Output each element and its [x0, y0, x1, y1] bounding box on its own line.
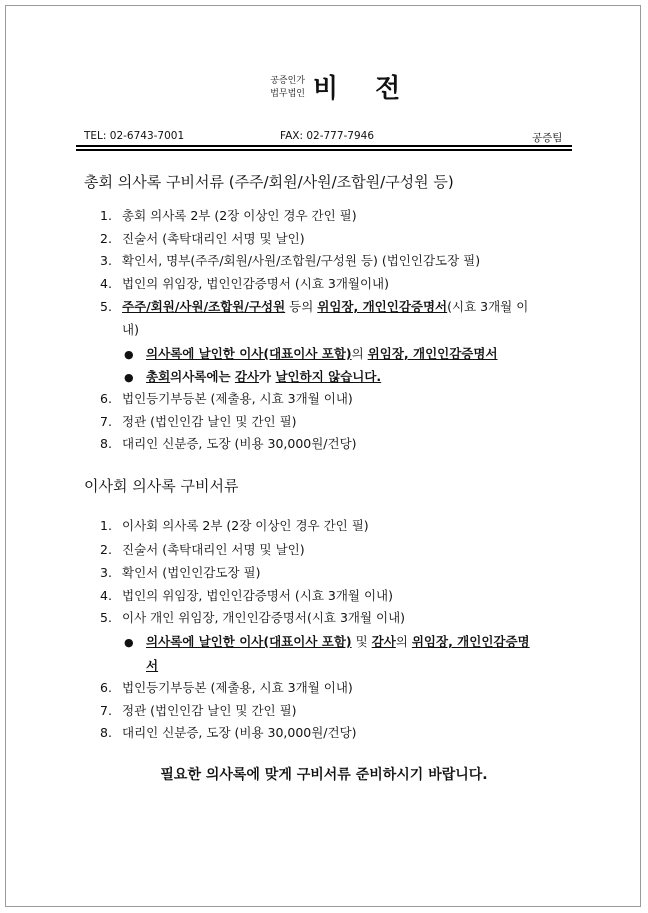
tel-number: TEL: 02-6743-7001: [84, 130, 185, 142]
list-item: 1. 이사회 의사록 2부 (2장 이상인 경우 간인 필): [100, 518, 369, 533]
bullet-icon: ●: [124, 636, 134, 649]
list-item: 2. 진술서 (촉탁대리인 서명 및 날인): [100, 542, 305, 557]
list-item: 6. 법인등기부등본 (제출용, 시효 3개월 이내): [100, 391, 353, 406]
bullet-item: ● 총회의사록에는 감사가 날인하지 않습니다.: [124, 369, 382, 384]
list-item: 5. 주주/회원/사원/조합원/구성원 등의 위임장, 개인인감증명서(시효 3개월 이: [100, 299, 529, 314]
section1-title: 총회 의사록 구비서류 (주주/회원/사원/조합원/구성원 등): [84, 173, 454, 191]
logo-name: 비 전: [313, 74, 415, 104]
list-item: 6. 법인등기부등본 (제출용, 시효 3개월 이내): [100, 680, 353, 695]
list-item: 8. 대리인 신분증, 도장 (비용 30,000원/건당): [100, 725, 357, 740]
bullet-icon: ●: [124, 371, 134, 384]
bullet-item: ● 의사록에 날인한 이사(대표이사 포함)의 위임장, 개인인감증명서: [124, 346, 498, 361]
bullet-icon: ●: [124, 348, 134, 361]
closing-note: 필요한 의사록에 맞게 구비서류 준비하시기 바랍니다.: [160, 767, 488, 783]
fax-number: FAX: 02-777-7946: [280, 130, 375, 142]
bullet-continuation: 서: [146, 658, 159, 673]
list-item: 7. 정관 (법인인감 날인 및 간인 필): [100, 414, 297, 429]
header-rule: [76, 145, 572, 147]
department: 공증팀: [532, 132, 563, 144]
logo-subtitle-1: 공증인가: [270, 76, 305, 86]
list-item-continuation: 내): [122, 322, 139, 337]
list-item: 4. 법인의 위임장, 법인인감증명서 (시효 3개월 이내): [100, 588, 393, 603]
list-item: 5. 이사 개인 위임장, 개인인감증명서(시효 3개월 이내): [100, 610, 406, 625]
list-item: 3. 확인서 (법인인감도장 필): [100, 565, 261, 580]
bullet-item: ● 의사록에 날인한 이사(대표이사 포함) 및 감사의 위임장, 개인인감증명: [124, 634, 530, 649]
list-item: 7. 정관 (법인인감 날인 및 간인 필): [100, 703, 297, 718]
section2-title: 이사회 의사록 구비서류: [84, 477, 239, 495]
list-item: 1. 총회 의사록 2부 (2장 이상인 경우 간인 필): [100, 208, 357, 223]
logo-subtitle-2: 법무법인: [270, 89, 305, 99]
list-item: 8. 대리인 신분증, 도장 (비용 30,000원/건당): [100, 436, 357, 451]
list-item: 3. 확인서, 명부(주주/회원/사원/조합원/구성원 등) (법인인감도장 필): [100, 253, 481, 268]
header-rule-2: [76, 149, 572, 151]
list-item: 2. 진술서 (촉탁대리인 서명 및 날인): [100, 231, 305, 246]
list-item: 4. 법인의 위임장, 법인인감증명서 (시효 3개월이내): [100, 276, 389, 291]
